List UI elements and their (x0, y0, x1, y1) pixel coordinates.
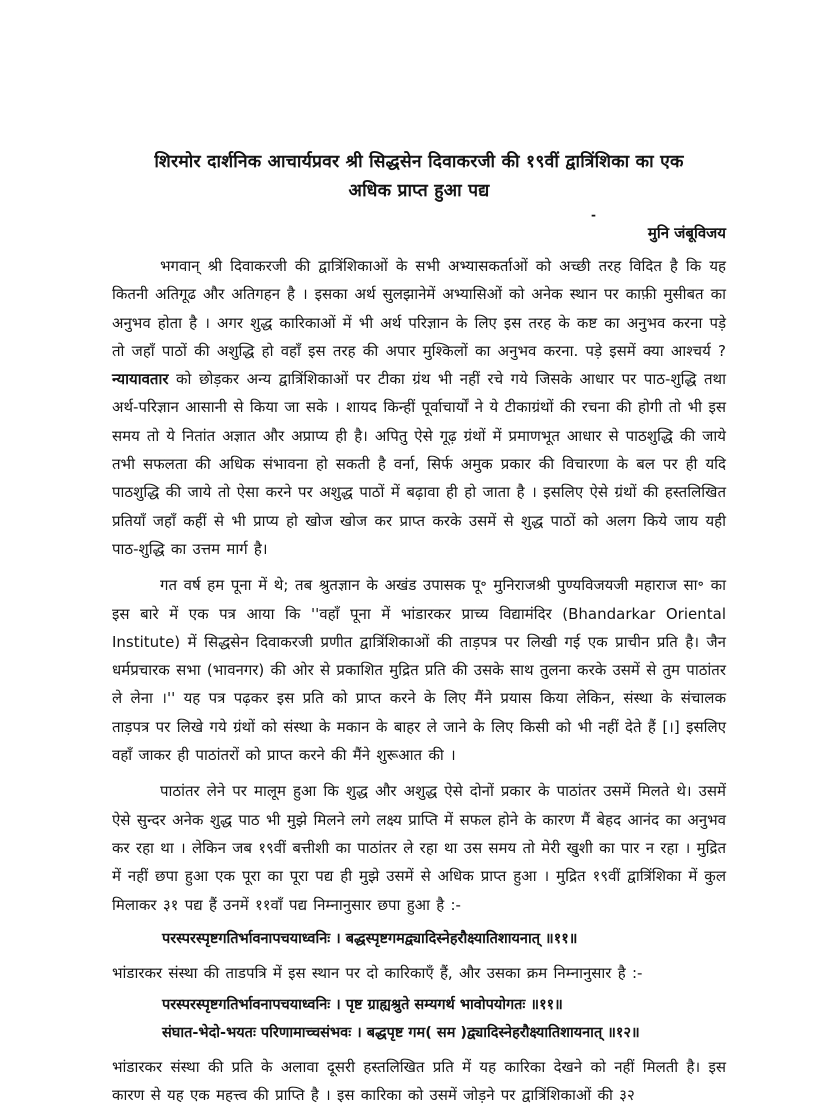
manuscript-verses (112, 991, 726, 1047)
paragraph-5: भांडारकर संस्था की प्रति के अलावा दूसरी हस्तलिखित प्रति में यह कारिका देखने को नहीं मिलती है। इस कारण से यह एक महत्त्व की प्राप्ति है । इस कारिका को उसमें जोड़ने पर द्वात्रिंशिकाओं की ३२ (112, 1058, 726, 1105)
paragraph-1-text-b: को छोड़कर अन्य द्वात्रिंशिकाओं पर टीका ग्रंथ भी नहीं रचे गये जिसके आधार पर पाठ-शुद्धि तथा अर्थ-परिज्ञान आसानी से किया जा सके । शायद किन्हीं पूर्वाचार्यों ने ये टीकाग्रंथों की रचना की होगी तो भी इस समय तो ये नितांत अज्ञात और अप्राप्य ही है। अपितु ऐसे गूढ़ ग्रंथों में प्रमाणभूत आधार से पाठशुद्धि की जाये तभी सफलता की अधिक संभावना हो सकती है वर्ना, सिर्फ अमुक प्रकार की विचारणा के बल पर ही यदि पाठशुद्धि की जाये तो ऐसा करने पर अशुद्ध पाठों में बढ़ावा ही हो जाता है । इसलिए ऐसे ग्रंथों की हस्तलिखित प्रतियाँ जहाँ कहीं से भी प्राप्य हो खोज खोज कर प्राप्त करके उसमें से शुद्ध पाठों को अलग किये जाय यही पाठ-शुद्धि का उत्तम मार्ग है। (112, 370, 726, 558)
title-dash-mark: - (591, 208, 596, 222)
verse-printed-11: परस्परस्पृष्टगतिर्भावनापचयाध्वनिः । बद्धस्पृष्टगमद्व्यादिस्नेहरौक्ष्यातिशायनात् ॥११॥ (162, 930, 578, 947)
verse-manuscript-11: परस्परस्पृष्टगतिर्भावनापचयाध्वनिः । पृष्ट ग्राह्यश्रुते सम्यगर्थ भावोपयोगतः ॥११॥ (162, 997, 563, 1014)
article-title (112, 148, 726, 206)
paragraph-4: भांडारकर संस्था की ताडपत्रि में इस स्थान पर दो कारिकाएँ हैं, और उसका क्रम निम्नानुसार है :- (112, 963, 643, 982)
nyayavatara-bold-term: न्यायावतार (112, 370, 169, 389)
document-page (112, 148, 726, 1110)
paragraph-1-text-a: भगवान् श्री दिवाकरजी की द्वात्रिंशिकाओं के सभी अभ्यासकर्ताओं को अच्छी तरह विदित है कि यह कितनी अतिगूढ और अतिगहन है । इसका अर्थ सुलझानेमें अभ्यासिओं को अनेक स्थान पर काफ़ी मुसीबत का अनुभव होता है । अगर शुद्ध कारिकाओं में भी अर्थ परिज्ञान के लिए इस तरह के कष्ट का अनुभव करना पड़े तो जहाँ पाठों की अशुद्धि हो वहाँ इस तरह की अपार मुश्किलों का अनुभव करना. पड़े इसमें क्या आश्चर्य ? (112, 257, 726, 360)
paragraph-1 (112, 252, 726, 563)
verse-manuscript-12: संघात-भेदो-भयतः परिणामाच्चसंभवः । बद्धपृष्ट गम( सम )द्व्यादिस्नेहरौक्ष्यातिशायनात् ॥१२॥ (162, 1025, 640, 1042)
article-title-line-2: अधिक प्राप्त हुआ पद्य (348, 181, 490, 201)
author-byline: मुनि जंबूविजय (647, 224, 726, 242)
paragraph-3: पाठांतर लेने पर मालूम हुआ कि शुद्ध और अशुद्ध ऐसे दोनों प्रकार के पाठांतर उसमें मिलते थे। उसमें ऐसे सुन्दर अनेक शुद्ध पाठ भी मुझे मिलने लगे लक्ष्य प्राप्ति में सफल होने के कारण मैं बेहद आनंद का अनुभव कर रहा था । लेकिन जब १९वीं बत्तीशी का पाठांतर ले रहा था उस समय तो मेरी खुशी का पार न रहा । मुद्रित में नहीं छपा हुआ एक पूरा का पूरा पद्य ही मुझे उसमें से अधिक प्राप्त हुआ । मुद्रित १९वीं द्वात्रिंशिका में कुल मिलाकर ३१ पद्य हैं उनमें ११वाँ पद्य निम्नानुसार छपा हुआ है :- (112, 782, 726, 914)
paragraph-2: गत वर्ष हम पूना में थे; तब श्रुतज्ञान के अखंड उपासक पू॰ मुनिराजश्री पुण्यविजयजी महाराज सा॰ का इस बारे में एक पत्र आया कि ''वहाँ पूना में भांडारकर प्राच्य विद्यामंदिर (Bhandarkar Oriental Institute) में सिद्धसेन दिवाकरजी प्रणीत द्वात्रिंशिकाओं की ताड़पत्र पर लिखी गई एक प्राचीन प्रति है। जैन धर्मप्रचारक सभा (भावनगर) की ओर से प्रकाशित मुद्रित प्रति की उसके साथ तुलना करके उसमें से तुम पाठांतर ले लेना ।'' यह पत्र पढ़कर इस प्रति को प्राप्त करने के लिए मैंने प्रयास किया लेकिन, संस्था के संचालक ताड़पत्र पर लिखे गये ग्रंथों को संस्था के मकान के बाहर ले जाने के लिए किसी को भी नहीं देते हैं [।] इसलिए वहाँ जाकर ही पाठांतरों को प्राप्त करने की मैंने शुरूआत की । (112, 576, 726, 765)
article-title-line-1: शिरमोर दार्शनिक आचार्यप्रवर श्री सिद्धसेन दिवाकरजी की १९वीं द्वात्रिंशिका का एक (154, 152, 684, 172)
